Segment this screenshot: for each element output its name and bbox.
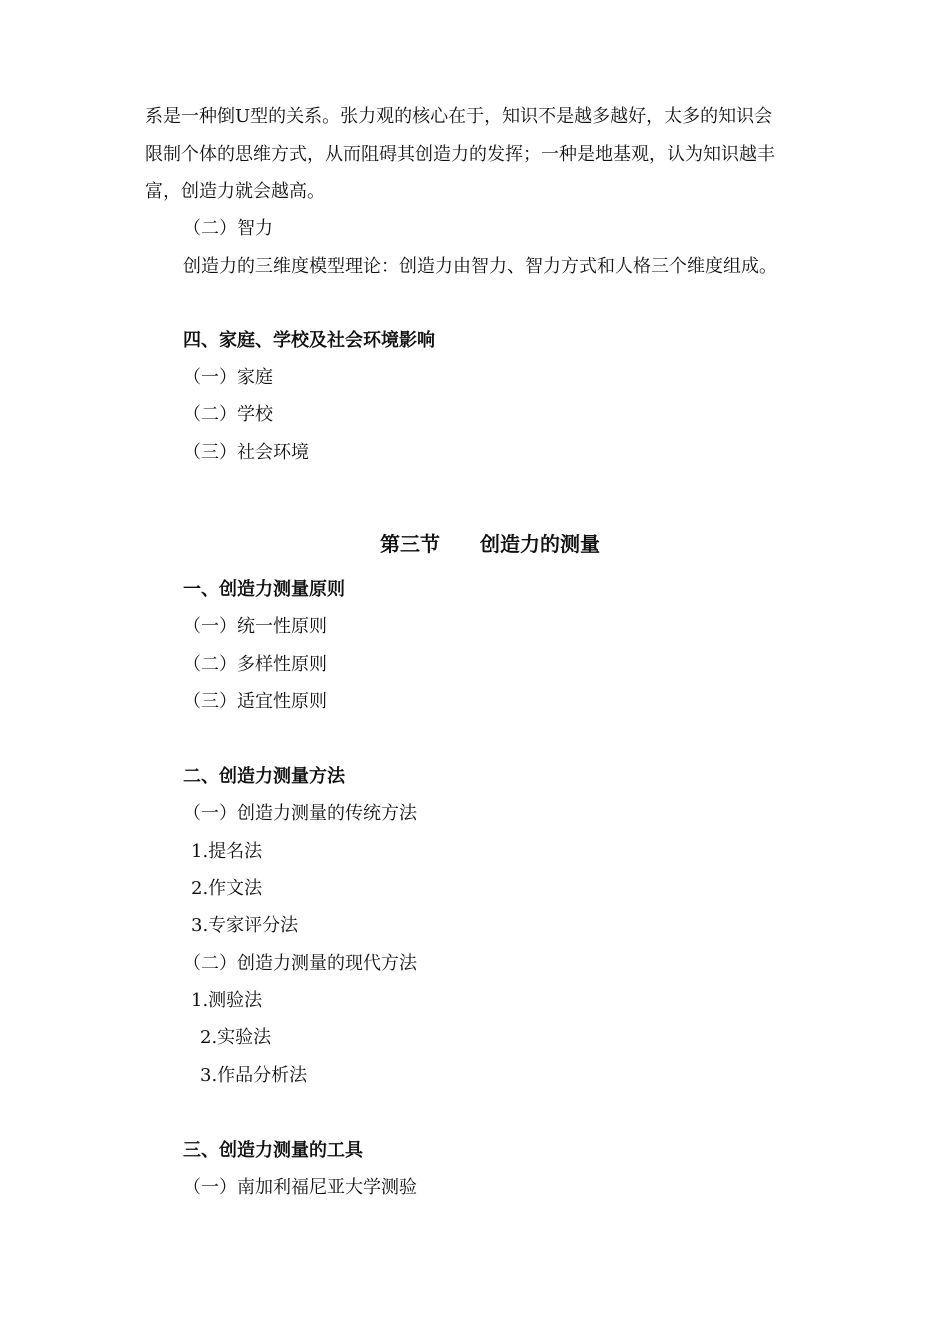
chapter-title: 创造力的测量 bbox=[480, 532, 600, 556]
list-item: （三）适宜性原则 bbox=[183, 691, 327, 712]
paragraph-line: 系是一种倒U型的关系。张力观的核心在于，知识不是越多越好，太多的知识会 bbox=[145, 106, 773, 127]
subheading-intelligence: （二）智力 bbox=[183, 218, 273, 239]
chapter-label: 第三节 bbox=[380, 532, 440, 556]
section-heading-methods: 二、创造力测量方法 bbox=[183, 766, 345, 787]
section-heading-tools: 三、创造力测量的工具 bbox=[183, 1140, 363, 1161]
list-item: 1.测验法 bbox=[191, 990, 263, 1011]
section-heading-principles: 一、创造力测量原则 bbox=[183, 579, 345, 600]
subheading-traditional: （一）创造力测量的传统方法 bbox=[183, 803, 417, 824]
list-item: （一）统一性原则 bbox=[183, 616, 327, 637]
list-item: （一）家庭 bbox=[183, 367, 273, 388]
list-item: 1.提名法 bbox=[191, 841, 263, 862]
list-item: 3.作品分析法 bbox=[200, 1065, 308, 1086]
list-item: 2.实验法 bbox=[200, 1027, 272, 1048]
list-item: （一）南加利福尼亚大学测验 bbox=[183, 1177, 417, 1198]
paragraph-line: 创造力的三维度模型理论：创造力由智力、智力方式和人格三个维度组成。 bbox=[183, 256, 777, 277]
list-item: （三）社会环境 bbox=[183, 442, 309, 463]
subheading-modern: （二）创造力测量的现代方法 bbox=[183, 953, 417, 974]
paragraph-line: 限制个体的思维方式，从而阻碍其创造力的发挥；一种是地基观，认为知识越丰 bbox=[145, 144, 775, 165]
list-item: 3.专家评分法 bbox=[191, 915, 299, 936]
list-item: （二）学校 bbox=[183, 404, 273, 425]
paragraph-line: 富，创造力就会越高。 bbox=[145, 181, 325, 202]
list-item: 2.作文法 bbox=[191, 878, 263, 899]
list-item: （二）多样性原则 bbox=[183, 654, 327, 675]
section-heading-environment: 四、家庭、学校及社会环境影响 bbox=[183, 330, 435, 351]
